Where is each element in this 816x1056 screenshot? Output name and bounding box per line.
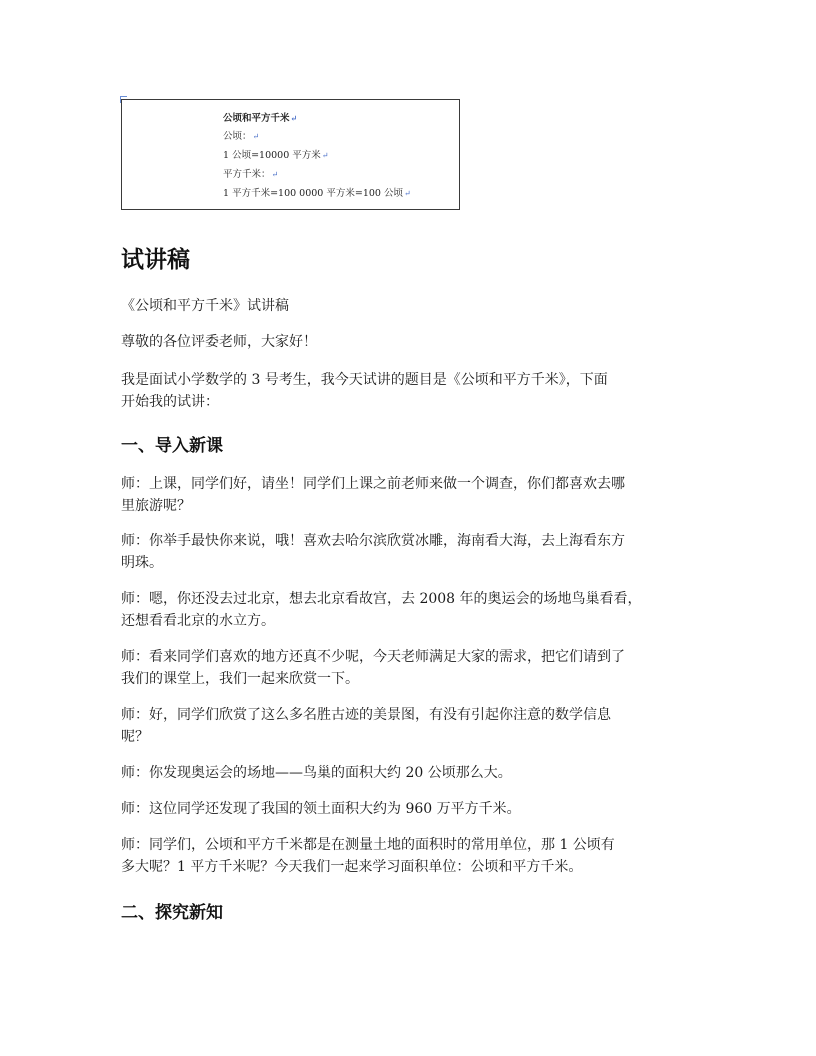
paragraph-mark-icon: ↵ [290, 113, 298, 123]
section-heading-1: 一、导入新课 [121, 436, 223, 456]
section-heading-2: 二、探究新知 [121, 903, 223, 923]
paragraph-2: 师：你举手最快你来说，哦！喜欢去哈尔滨欣赏冰雕，海南看大海，去上海看东方 明珠。 [121, 533, 625, 571]
paragraph-mark-icon: ↵ [404, 189, 411, 198]
paragraph-3: 师：嗯，你还没去过北京，想去北京看故宫，去 2008 年的奥运会的场地鸟巢看看， 还想看看北京的水立方。 [121, 591, 642, 629]
paragraph-mark-icon: ↵ [271, 170, 279, 179]
paragraph-1: 师：上课，同学们好，请坐！同学们上课之前老师来做一个调查，你们都喜欢去哪 里旅游呢？ [121, 476, 625, 514]
paragraph-mark-icon: ↵ [252, 132, 260, 141]
document-title: 试讲稿 [121, 247, 190, 273]
document-subtitle: 《公顷和平方千米》试讲稿 [121, 298, 289, 314]
paragraph-6: 师：你发现奥运会的场地——鸟巢的面积大约 20 公顷那么大。 [121, 765, 512, 781]
snippet-line-3: 平方千米： [223, 169, 271, 180]
embedded-snippet [121, 99, 460, 210]
paragraph-4: 师：看来同学们喜欢的地方还真不少呢，今天老师满足大家的需求，把它们请到了 我们的课堂上，我们一起来欣赏一下。 [121, 649, 625, 687]
snippet-line-1: 公顷： [223, 131, 252, 142]
snippet-line-4: 1 平方千米=100 0000 平方米=100 公顷 [223, 188, 403, 199]
snippet-title: 公顷和平方千米 [223, 113, 290, 124]
greeting-text: 尊敬的各位评委老师，大家好！ [121, 334, 317, 350]
snippet-line-2: 1 公顷=10000 平方米 [223, 150, 321, 161]
paragraph-7: 师：这位同学还发现了我国的领土面积大约为 960 万平方千米。 [121, 801, 521, 817]
paragraph-8: 师：同学们，公顷和平方千米都是在测量土地的面积时的常用单位，那 1 公顷有 多大呢？1 平方千米呢？今天我们一起来学习面积单位：公顷和平方千米。 [121, 837, 615, 875]
paragraph-mark-icon: ↵ [321, 151, 329, 160]
intro-paragraph: 我是面试小学数学的 3 号考生，我今天试讲的题目是《公顷和平方千米》，下面 开始我的试讲： [121, 372, 608, 410]
paragraph-5: 师：好，同学们欣赏了这么多名胜古迹的美景图，有没有引起你注意的数学信息 呢？ [121, 707, 611, 745]
